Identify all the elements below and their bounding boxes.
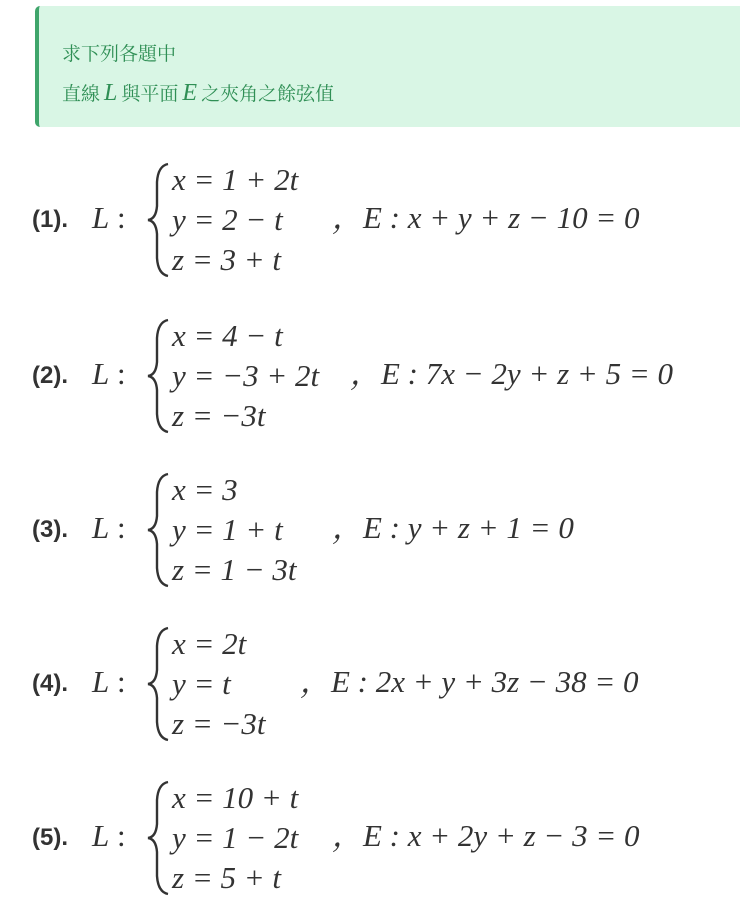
problem-label: (1). xyxy=(32,206,68,233)
left-brace xyxy=(144,778,172,898)
left-brace xyxy=(144,470,172,590)
line-name: L : xyxy=(92,664,126,699)
left-brace xyxy=(144,624,172,744)
plane-equation: ，E : x + 2y + z − 3 = 0 xyxy=(332,818,640,853)
instruction-callout xyxy=(35,6,740,127)
instruction-text-cosine: 之夾角之餘弦值 xyxy=(201,83,335,105)
problem-2 xyxy=(32,316,732,436)
problem-label: (3). xyxy=(32,516,68,543)
instruction-line-2 xyxy=(62,74,740,114)
equation-x: x = 2t xyxy=(172,626,247,661)
line-name: L : xyxy=(92,818,126,853)
left-brace xyxy=(144,160,172,280)
instruction-text-line: 直線 xyxy=(62,83,101,105)
problem-label: (4). xyxy=(32,670,68,697)
equation-z: z = 3 + t xyxy=(172,242,282,277)
equation-x: x = 4 − t xyxy=(172,318,283,353)
equation-z: z = −3t xyxy=(172,398,266,433)
equation-system xyxy=(172,316,319,436)
line-name: L : xyxy=(92,510,126,545)
instruction-line-1: 求下列各題中 xyxy=(62,43,177,65)
plane-symbol-E: E xyxy=(182,80,198,106)
left-brace xyxy=(144,316,172,436)
instruction-text-plane: 與平面 xyxy=(121,83,179,105)
problem-label: (2). xyxy=(32,362,68,389)
problem-5 xyxy=(32,778,732,898)
problem-label: (5). xyxy=(32,824,68,851)
equation-z: z = 5 + t xyxy=(172,860,282,895)
plane-equation: ，E : 7x − 2y + z + 5 = 0 xyxy=(350,356,674,391)
equation-x: x = 3 xyxy=(172,472,238,507)
equation-system xyxy=(172,778,298,898)
equation-y: y = 1 − 2t xyxy=(172,820,299,855)
equation-x: x = 1 + 2t xyxy=(172,162,299,197)
problem-3 xyxy=(32,470,732,590)
equation-system xyxy=(172,624,266,744)
equation-z: z = 1 − 3t xyxy=(172,552,297,587)
equation-y: y = 2 − t xyxy=(172,202,283,237)
equation-y: y = 1 + t xyxy=(172,512,283,547)
plane-equation: ，E : x + y + z − 10 = 0 xyxy=(332,200,640,235)
equation-system xyxy=(172,470,297,590)
plane-equation: ，E : y + z + 1 = 0 xyxy=(332,510,574,545)
plane-equation: ，E : 2x + y + 3z − 38 = 0 xyxy=(300,664,639,699)
problem-4 xyxy=(32,624,732,744)
problem-1 xyxy=(32,160,732,280)
equation-z: z = −3t xyxy=(172,706,266,741)
line-symbol-L: L xyxy=(104,80,118,106)
equation-y: y = t xyxy=(172,666,231,701)
equation-y: y = −3 + 2t xyxy=(172,358,320,393)
line-name: L : xyxy=(92,200,126,235)
line-name: L : xyxy=(92,356,126,391)
equation-system xyxy=(172,160,298,280)
equation-x: x = 10 + t xyxy=(172,780,299,815)
